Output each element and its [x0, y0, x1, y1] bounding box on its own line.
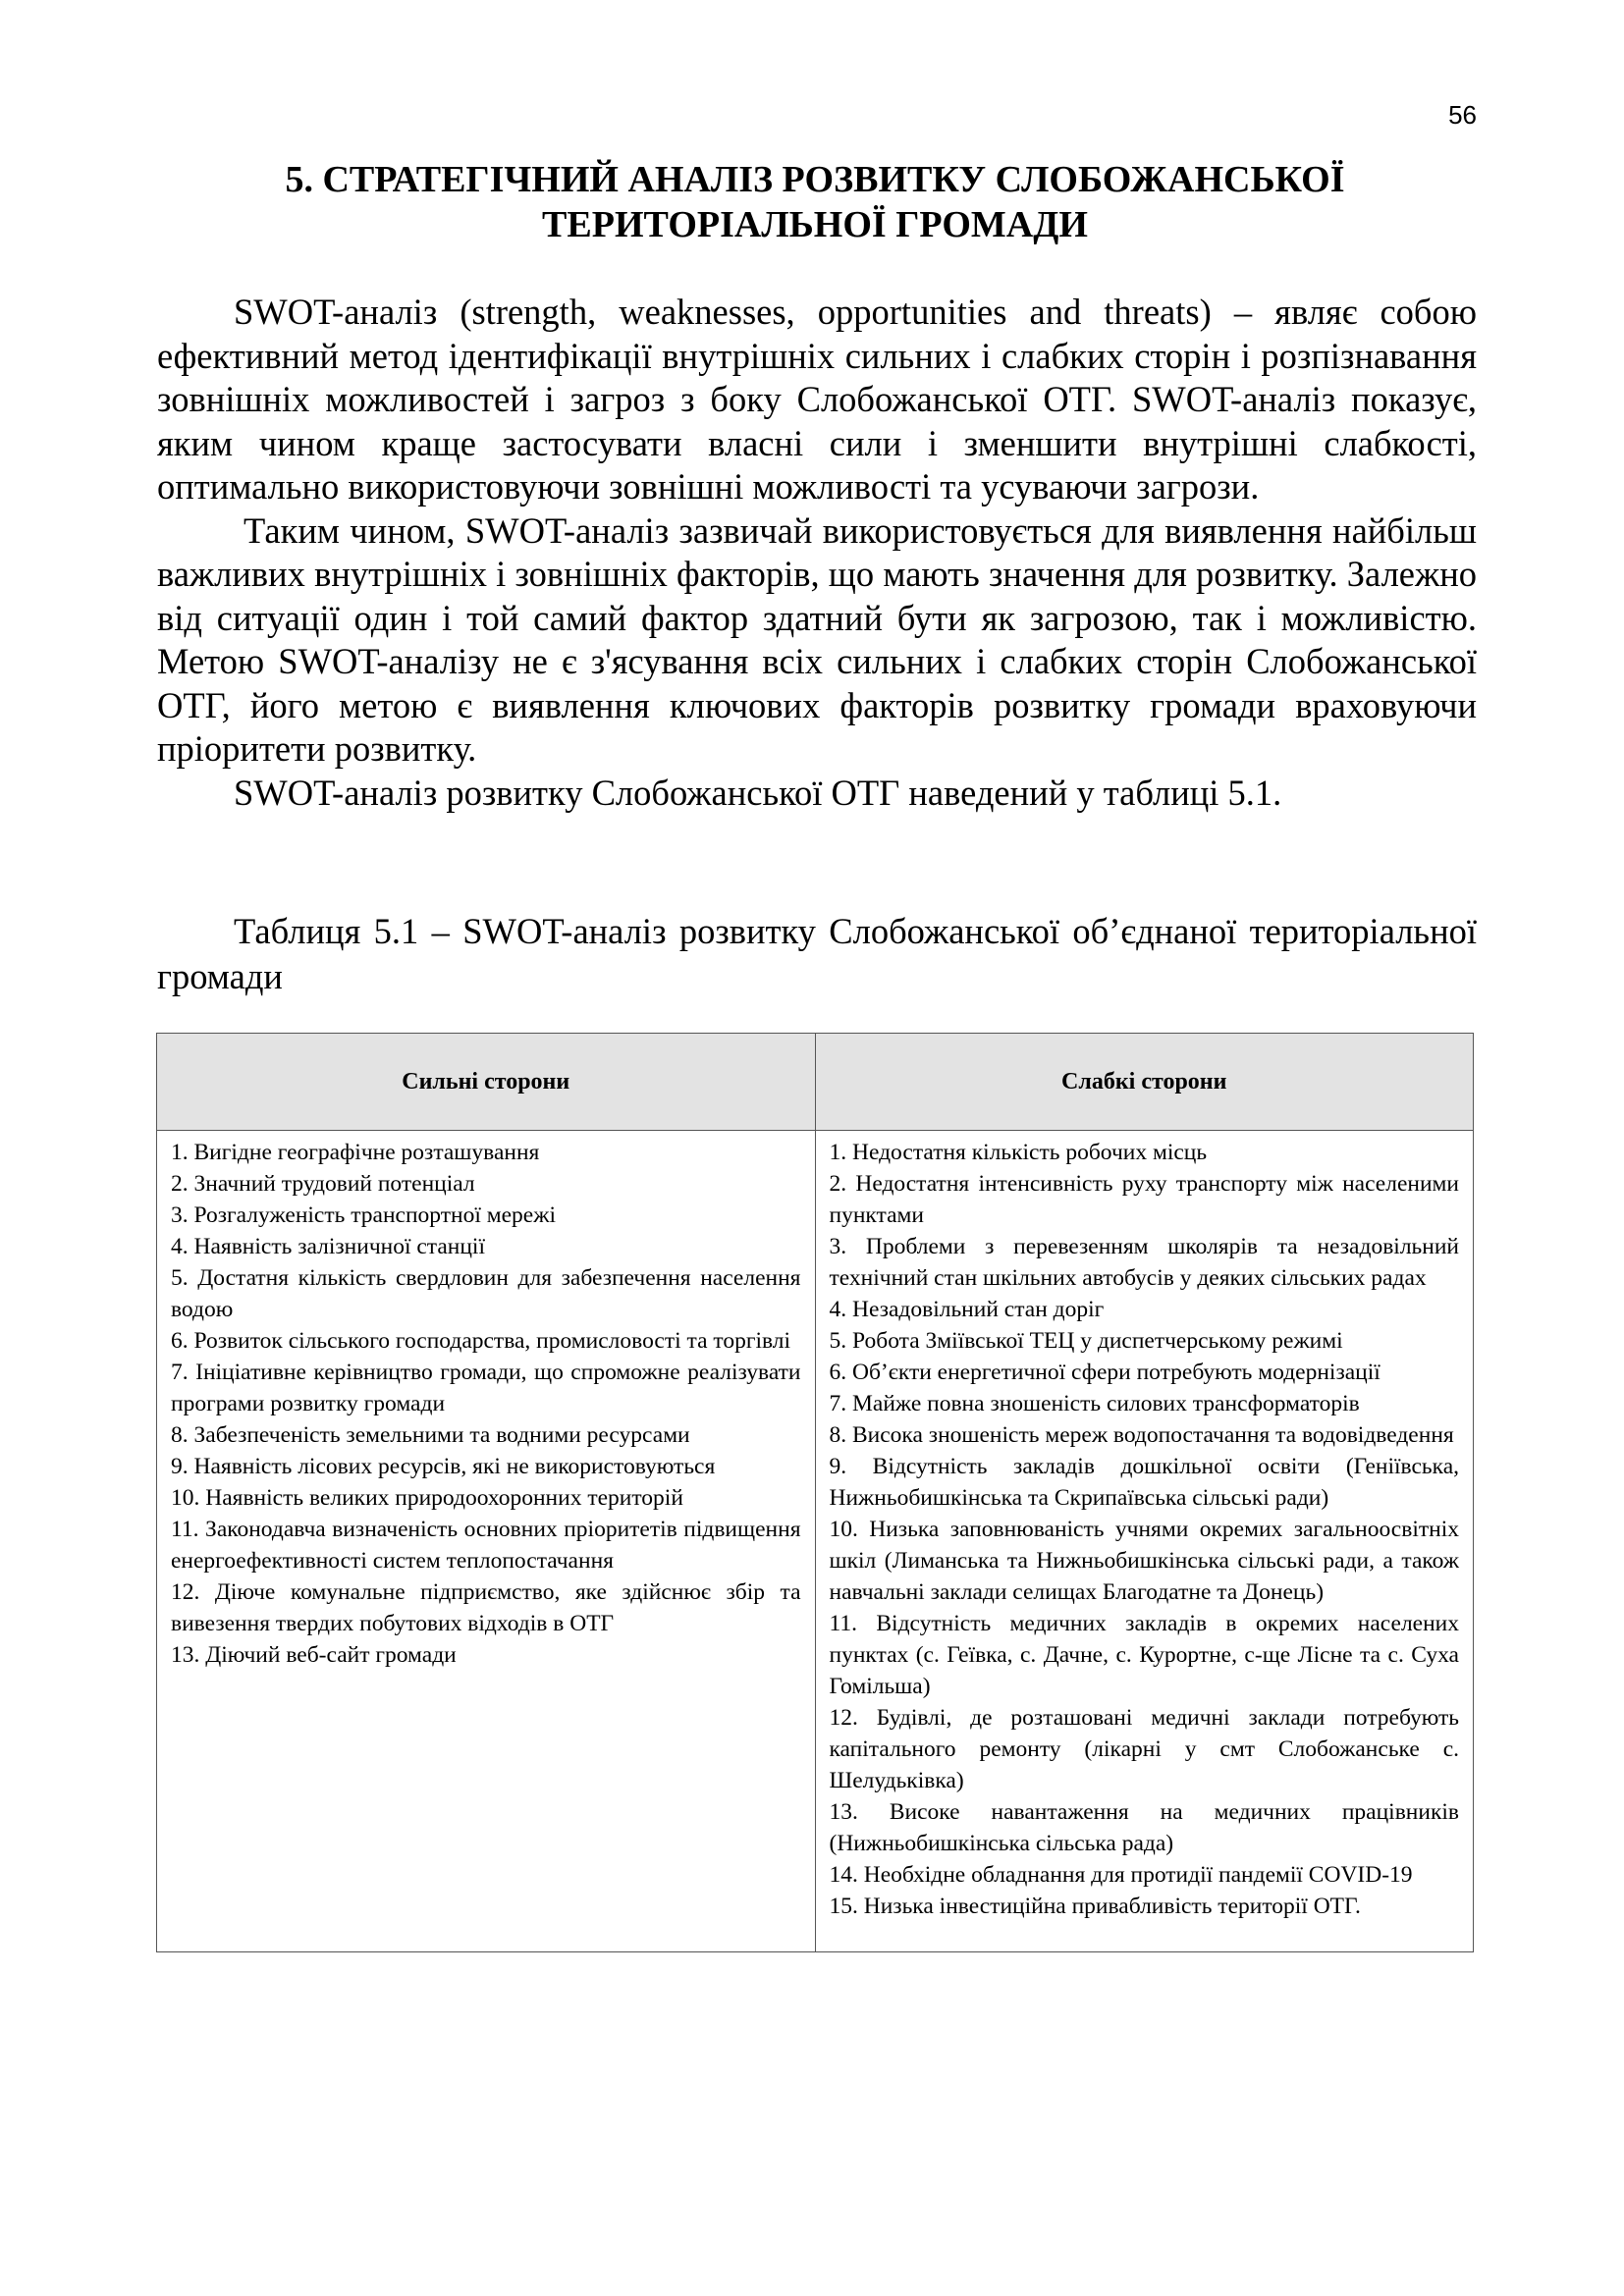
weakness-item: 14. Необхідне обладнання для протидії пандемії COVID-19	[829, 1862, 1413, 1888]
weakness-item: 12. Будівлі, де розташовані медичні заклади потребують капітального ремонту (лікарні у смт Слобожанське с. Шелудьківка)	[829, 1705, 1459, 1793]
weakness-item: 13. Високе навантаження на медичних працівників (Нижньобишкінська сільська рада)	[829, 1799, 1459, 1856]
strengths-header: Сильні сторони	[157, 1034, 816, 1131]
weakness-item: 11. Відсутність медичних закладів в окремих населених пунктах (с. Геївка, с. Дачне, с. Курортне, с-ще Лісне та с. Суха Гомільша)	[829, 1611, 1459, 1699]
weakness-item: 2. Недостатня інтенсивність руху транспорту між населеними пунктами	[829, 1171, 1459, 1228]
weakness-item: 1. Недостатня кількість робочих місць	[829, 1140, 1208, 1165]
strength-item: 4. Наявність залізничної станції	[171, 1234, 485, 1259]
table-header-row	[157, 1034, 1474, 1131]
paragraph: SWOT-аналіз (strength, weaknesses, opportunities and threats) – являє собою ефективний метод ідентифікації внутрішніх сильних і слабких сторін і розпізнавання зовнішніх можливостей і загроз з боку Слобожанської ОТГ. SWOT-аналіз показує, яким чином краще застосувати власні сили і зменшити внутрішні слабкості, оптимально використовуючи зовнішні можливості та усуваючи загрози.	[157, 292, 1477, 507]
weakness-item: 6. Об’єкти енергетичної сфери потребують модернізації	[829, 1360, 1380, 1385]
weakness-item: 15. Низька інвестиційна привабливість території ОТГ.	[829, 1894, 1361, 1919]
strength-item: 2. Значний трудовий потенціал	[171, 1171, 475, 1197]
strength-item: 5. Достатня кількість свердловин для забезпечення населення водою	[171, 1265, 801, 1322]
weakness-item: 3. Проблеми з перевезенням школярів та незадовільний технічний стан шкільних автобусів у деяких сільських радах	[829, 1234, 1459, 1291]
swot-table	[156, 1033, 1474, 1952]
strength-item: 10. Наявність великих природоохоронних територій	[171, 1485, 683, 1511]
strength-item: 11. Законодавча визначеність основних пріоритетів підвищення енергоефективності систем теплопостачання	[171, 1517, 801, 1574]
weakness-item: 7. Майже повна зношеність силових трансформаторів	[829, 1391, 1360, 1416]
section-title-line-1: 5. СТРАТЕГІЧНИЙ АНАЛІЗ РОЗВИТКУ СЛОБОЖАНСЬКОЇ	[285, 159, 1345, 200]
weaknesses-header: Слабкі сторони	[815, 1034, 1474, 1131]
strength-item: 13. Діючий веб-сайт громади	[171, 1642, 457, 1668]
weakness-item: 9. Відсутність закладів дошкільної освіти (Геніївська, Нижньобишкінська та Скрипаївська сільські ради)	[829, 1454, 1459, 1511]
strength-item: 6. Розвиток сільського господарства, промисловості та торгівлі	[171, 1328, 791, 1354]
table-row	[157, 1131, 1474, 1952]
weakness-item: 5. Робота Зміївської ТЕЦ у диспетчерському режимі	[829, 1328, 1343, 1354]
strengths-cell	[157, 1131, 816, 1952]
strength-item: 3. Розгалуженість транспортної мережі	[171, 1202, 556, 1228]
strength-item: 1. Вигідне географічне розташування	[171, 1140, 540, 1165]
weakness-item: 10. Низька заповнюваність учнями окремих загальноосвітніх шкіл (Лиманська та Нижньобишкінська сільські ради, а також навчальні заклади селищах Благодатне та Донець)	[829, 1517, 1459, 1605]
weakness-item: 8. Висока зношеність мереж водопостачання та водовідведення	[829, 1422, 1454, 1448]
weaknesses-cell	[815, 1131, 1474, 1952]
strength-item: 8. Забезпеченість земельними та водними ресурсами	[171, 1422, 690, 1448]
page-number: 56	[1448, 100, 1477, 130]
weakness-item: 4. Незадовільний стан доріг	[829, 1297, 1105, 1322]
strength-item: 7. Ініціативне керівництво громади, що спроможне реалізувати програми розвитку громади	[171, 1360, 801, 1416]
strength-item: 12. Діюче комунальне підприємство, яке здійснює збір та вивезення твердих побутових відходів в ОТГ	[171, 1579, 801, 1636]
body-text	[157, 291, 1477, 815]
strength-item: 9. Наявність лісових ресурсів, які не використовуються	[171, 1454, 716, 1479]
section-title-line-2: ТЕРИТОРІАЛЬНОЇ ГРОМАДИ	[542, 204, 1088, 245]
paragraph: Таким чином, SWOT-аналіз зазвичай використовується для виявлення найбільш важливих внутрішніх і зовнішніх факторів, що мають значення для розвитку. Залежно від ситуації один і той самий фактор здатний бути як загрозою, так і можливістю. Метою SWOT-аналізу не є з'ясування всіх сильних і слабких сторін Слобожанської ОТГ, його метою є виявлення ключових факторів розвитку громади враховуючи пріоритети розвитку.	[157, 509, 1477, 769]
table-caption: Таблиця 5.1 – SWOT-аналіз розвитку Слобожанської об’єднаної територіальної громади	[157, 911, 1477, 996]
section-title	[157, 157, 1473, 247]
paragraph: SWOT-аналіз розвитку Слобожанської ОТГ наведений у таблиці 5.1.	[234, 772, 1282, 813]
